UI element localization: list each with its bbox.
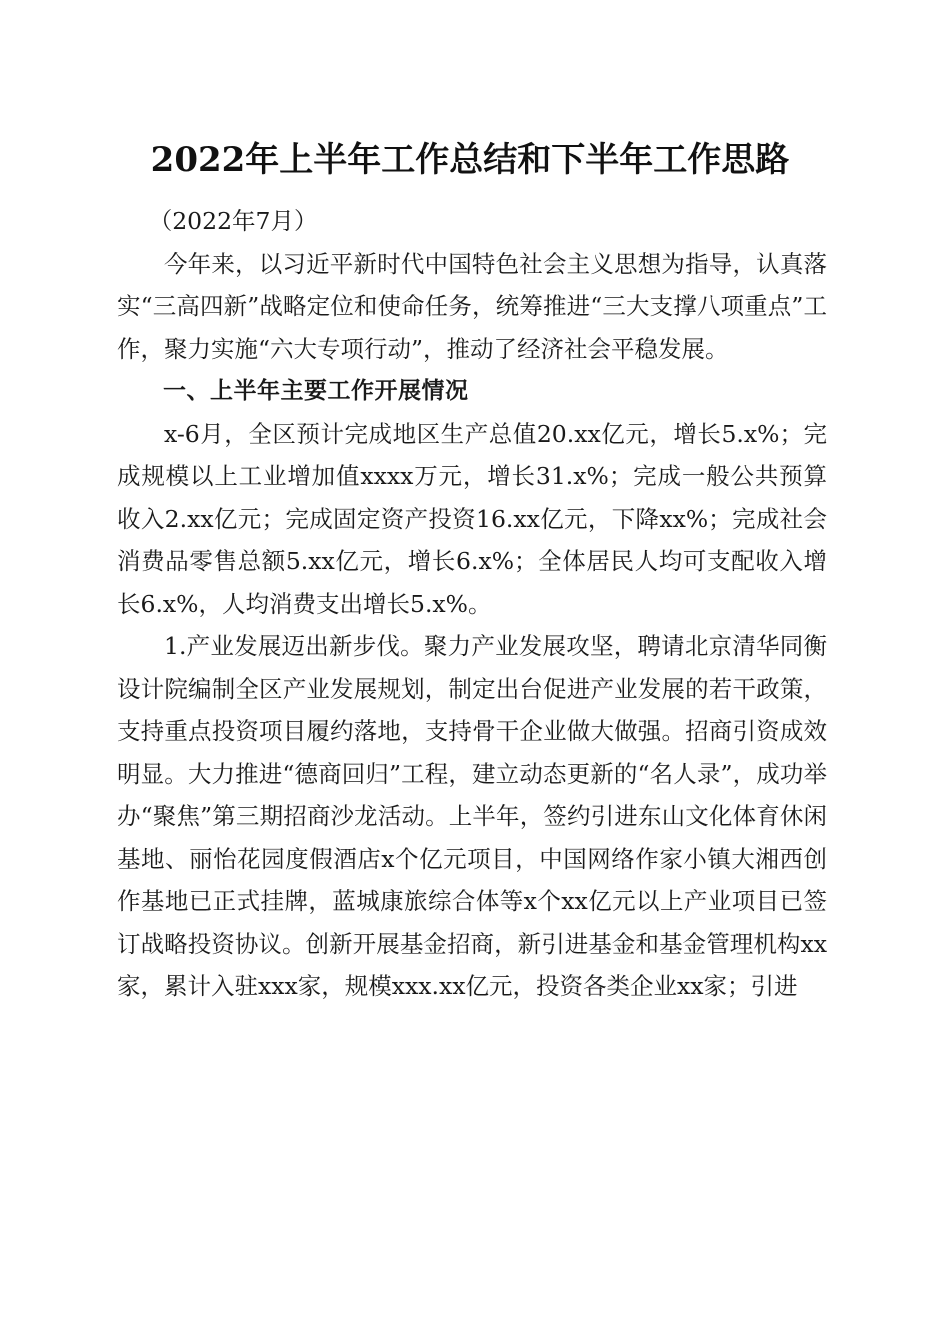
- section-heading: 一、上半年主要工作开展情况: [163, 378, 469, 404]
- document-date: （2022年7月）: [148, 207, 318, 235]
- document-body: [117, 200, 827, 1008]
- item-paragraph: 1.产业发展迈出新步伐。聚力产业发展攻坚，聘请北京清华同衡设计院编制全区产业发展规划，制定出台促进产业发展的若干政策，支持重点投资项目履约落地，支持骨干企业做大做强。招商引资成效明显。大力推进“德商回归”工程，建立动态更新的“名人录”，成功举办“聚焦”第三期招商沙龙活动。上半年，签约引进东山文化体育休闲基地、丽怡花园度假酒店x个亿元项目，中国网络作家小镇大湘西创作基地已正式挂牌，蓝城康旅综合体等x个xx亿元以上产业项目已签订战略投资协议。创新开展基金招商，新引进基金和基金管理机构xx家，累计入驻xxx家，规模xxx.xx亿元，投资各类企业xx家；引进: [117, 632, 827, 1000]
- summary-paragraph: x-6月，全区预计完成地区生产总值20.xx亿元，增长5.x%；完成规模以上工业增加值xxxx万元，增长31.x%；完成一般公共预算收入2.xx亿元；完成固定资产投资16.xx亿元，下降xx%；完成社会消费品零售总额5.xx亿元，增长6.x%；全体居民人均可支配收入增长6.x%，人均消费支出增长5.x%。: [117, 419, 827, 618]
- document-title: 2022年上半年工作总结和下半年工作思路: [150, 140, 790, 180]
- intro-paragraph: 今年来，以习近平新时代中国特色社会主义思想为指导，认真落实“三高四新”战略定位和使命任务，统筹推进“三大支撑八项重点”工作，聚力实施“六大专项行动”，推动了经济社会平稳发展。: [117, 249, 827, 363]
